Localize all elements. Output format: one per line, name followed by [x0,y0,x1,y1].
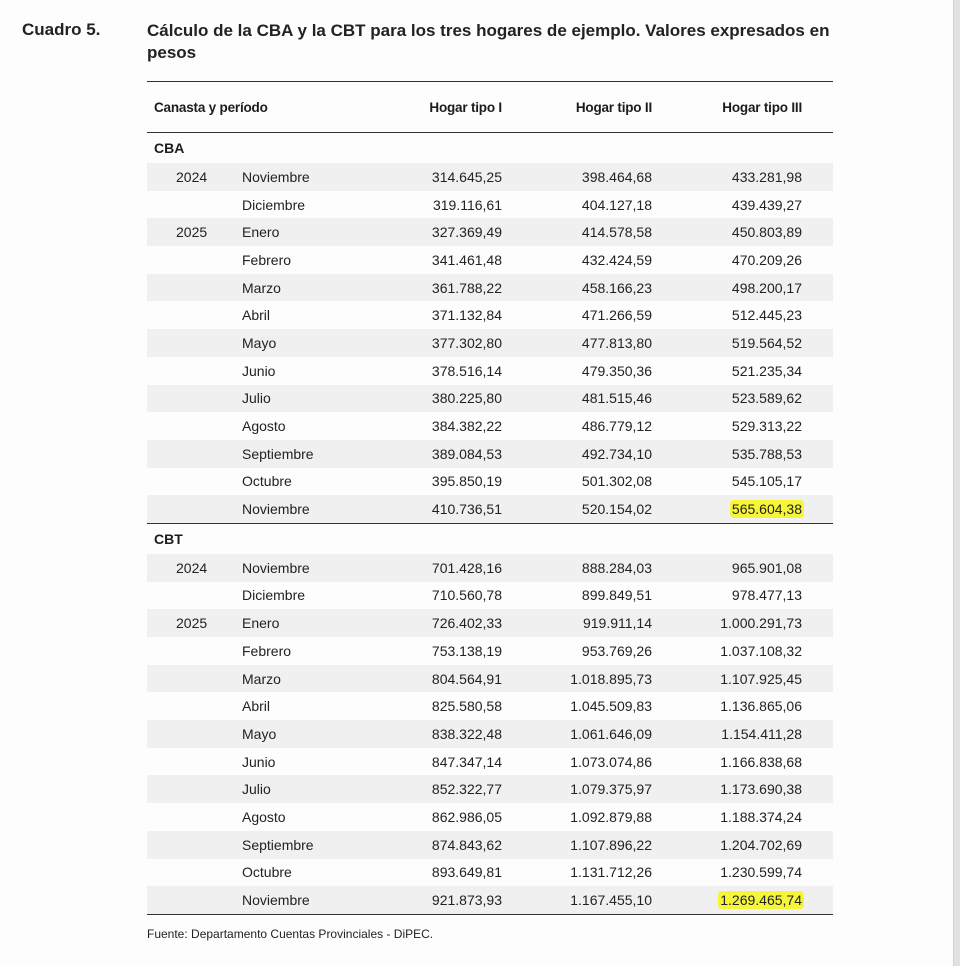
hogar-1-value: 361.788,22 [431,279,502,296]
hogar-3-value: 523.589,62 [731,390,802,407]
hogar-3-value: 1.188.374,24 [720,808,802,825]
hogar-2-value: 520.154,02 [581,501,652,518]
year-cell [147,615,242,631]
hogar-2-value: 404.127,18 [581,196,652,213]
hogar-2-value: 501.302,08 [581,473,652,490]
table-row [147,440,833,468]
month-cell: Enero [242,615,280,632]
hogar-2-value: 414.578,58 [581,224,652,241]
hogar-1-value: 852.322,77 [431,781,502,798]
month-cell: Mayo [242,334,277,351]
hogar-1-value: 838.322,48 [431,725,502,742]
year-cell [147,418,242,434]
hogar-1-value: 384.382,22 [431,418,502,435]
hogar-3-value: 1.037.108,32 [720,642,802,659]
hogar-2-value: 1.073.074,86 [570,753,652,770]
hogar-3-value: 1.166.838,68 [720,753,802,770]
table-number-label: Cuadro 5. [22,20,101,39]
hogar-3-cell [652,501,802,517]
hogar-3-value: 498.200,17 [731,279,802,296]
hogar-1-value: 701.428,16 [431,559,502,576]
hogar-3-value: 545.105,17 [731,473,802,490]
highlighted-value: 565.604,38 [731,501,802,518]
table-row [147,274,833,302]
hogar-1-value: 825.580,58 [431,698,502,715]
hogar-2-value: 1.018.895,73 [570,670,652,687]
hogar-2-value: 953.769,26 [581,642,652,659]
hogar-1-value: 410.736,51 [431,501,502,518]
hogar-3-value: 433.281,98 [731,168,802,185]
hogar-1-value: 389.084,53 [431,445,502,462]
hogar-1-value: 314.645,25 [431,168,502,185]
month-cell: Mayo [242,725,277,742]
hogar-1-value: 847.347,14 [431,753,502,770]
year-cell [147,587,242,603]
column-header-hogar-1: Hogar tipo I [429,99,502,115]
year-cell [147,501,242,517]
hogar-3-value: 439.439,27 [731,196,802,213]
table-row [147,720,833,748]
hogar-3-value: 470.209,26 [731,251,802,268]
month-cell: Julio [242,390,271,407]
month-cell: Diciembre [242,587,306,604]
hogar-1-value: 319.116,61 [432,196,502,213]
table-row [147,609,833,637]
month-cell: Marzo [242,279,281,296]
hogar-3-value: 519.564,52 [731,334,802,351]
table-row [147,886,833,914]
table-row [147,692,833,720]
hogar-1-value: 395.850,19 [431,473,502,490]
year-value: 2025 [176,224,208,241]
hogar-2-value: 899.849,51 [581,587,652,604]
year-cell [147,390,242,406]
hogar-1-value: 710.560,78 [431,587,502,604]
month-cell: Marzo [242,670,281,687]
month-cell: Noviembre [242,559,310,576]
table-row [147,665,833,693]
table-row [147,329,833,357]
hogar-1-value: 862.986,05 [431,808,502,825]
year-cell [147,837,242,853]
hogar-1-value: 726.402,33 [431,615,502,632]
hogar-3-value: 529.313,22 [731,418,802,435]
hogar-2-value: 1.131.712,26 [570,864,652,881]
hogar-3-value: 450.803,89 [731,224,802,241]
table-row [147,246,833,274]
year-cell [147,781,242,797]
year-cell [147,698,242,714]
year-cell [147,892,242,908]
year-cell [147,726,242,742]
hogar-2-value: 492.734,10 [581,445,652,462]
hogar-2-value: 888.284,03 [581,559,652,576]
hogar-2-value: 919.911,14 [582,615,652,632]
hogar-1-value: 893.649,81 [431,864,502,881]
hogar-2-value: 398.464,68 [581,168,652,185]
hogar-3-value: 521.235,34 [731,362,802,379]
month-cell: Octubre [242,864,292,881]
month-cell: Abril [242,698,271,715]
hogar-2-value: 486.779,12 [581,418,652,435]
hogar-2-value: 471.266,59 [581,307,652,324]
year-cell [147,864,242,880]
month-cell: Noviembre [242,168,310,185]
hogar-2-value: 1.167.455,10 [570,892,652,909]
year-cell [147,643,242,659]
month-cell: Octubre [242,473,292,490]
table-row [147,163,833,191]
table-row [147,191,833,219]
hogar-1-value: 380.225,80 [431,390,502,407]
source-footnote: Fuente: Departamento Cuentas Provinciales - DiPEC. [147,927,434,941]
year-value: 2024 [176,168,208,185]
hogar-3-value: 1.173.690,38 [720,781,802,798]
table-row [147,495,833,523]
month-cell: Enero [242,224,280,241]
section-bottom-rule [147,914,833,915]
month-cell: Febrero [242,251,292,268]
column-header-period: Canasta y período [154,99,268,115]
hogar-1-value: 327.369,49 [431,224,502,241]
table-row [147,385,833,413]
month-cell: Noviembre [242,892,310,909]
section-header-cba: CBA [154,140,185,156]
hogar-2-value: 477.813,80 [581,334,652,351]
hogar-2-value: 481.515,46 [581,390,652,407]
vertical-scrollbar[interactable] [953,0,960,966]
table-row [147,748,833,776]
section-header-cbt: CBT [154,530,183,547]
year-cell [147,280,242,296]
table-row [147,775,833,803]
month-cell: Abril [242,307,271,324]
month-cell: Febrero [242,642,292,659]
year-cell [147,224,242,240]
year-cell [147,307,242,323]
hogar-1-value: 804.564,91 [431,670,502,687]
year-cell [147,335,242,351]
hogar-3-value: 535.788,53 [731,445,802,462]
year-value: 2024 [176,559,208,576]
hogar-3-value: 1.154.411,28 [721,725,802,742]
year-cell [147,252,242,268]
hogar-2-value: 1.061.646,09 [570,725,652,742]
table-header-row [147,82,833,132]
hogar-3-value: 512.445,23 [731,307,802,324]
column-header-hogar-2: Hogar tipo II [575,99,652,115]
hogar-2-value: 479.350,36 [581,362,652,379]
hogar-2-value: 1.092.879,88 [570,808,652,825]
year-cell [147,363,242,379]
year-cell [147,446,242,462]
hogar-3-value: 1.107.925,45 [720,670,802,687]
hogar-3-value: 1.136.865,06 [720,698,802,715]
table-body [147,133,833,915]
hogar-2-value: 1.107.896,22 [570,836,652,853]
year-cell [147,560,242,576]
table-row [147,301,833,329]
hogar-3-cell [652,892,802,908]
table-row [147,637,833,665]
year-cell [147,473,242,489]
hogar-1-value: 378.516,14 [431,362,502,379]
hogar-1-value: 341.461,48 [431,251,502,268]
table-row [147,582,833,610]
hogar-1-value: 874.843,62 [431,836,502,853]
table-row [147,218,833,246]
table-row [147,803,833,831]
hogar-3-value: 978.477,13 [731,587,802,604]
hogar-2-value: 1.079.375,97 [570,781,652,798]
highlighted-value: 1.269.465,74 [720,892,802,909]
data-table [147,81,833,915]
month-cell: Noviembre [242,501,310,518]
hogar-3-value: 1.230.599,74 [720,864,802,881]
year-value: 2025 [176,615,208,632]
hogar-3-value: 1.000.291,73 [720,615,802,632]
year-cell [147,754,242,770]
year-cell [147,197,242,213]
table-row [147,831,833,859]
month-cell: Agosto [242,418,286,435]
table-row [147,357,833,385]
month-cell: Julio [242,781,271,798]
year-cell [147,169,242,185]
month-cell: Septiembre [242,445,314,462]
month-cell: Septiembre [242,836,314,853]
hogar-2-value: 1.045.509,83 [570,698,652,715]
hogar-2-value: 432.424,59 [581,251,652,268]
year-cell [147,671,242,687]
hogar-2-value: 458.166,23 [581,279,652,296]
month-cell: Junio [242,362,276,379]
table-row [147,412,833,440]
hogar-1-value: 921.873,93 [431,892,502,909]
year-cell [147,809,242,825]
hogar-1-value: 753.138,19 [431,642,502,659]
table-row [147,554,833,582]
column-header-hogar-3: Hogar tipo III [722,99,802,115]
table-row [147,859,833,887]
table-row [147,468,833,496]
hogar-3-value: 1.204.702,69 [720,836,802,853]
month-cell: Diciembre [242,196,306,213]
table-title: Cálculo de la CBA y la CBT para los tres hogares de ejemplo. Valores expresados en pesos [147,21,830,62]
month-cell: Junio [242,753,276,770]
hogar-1-value: 377.302,80 [431,334,502,351]
hogar-3-value: 965.901,08 [731,559,802,576]
month-cell: Agosto [242,808,286,825]
hogar-1-value: 371.132,84 [431,307,502,324]
